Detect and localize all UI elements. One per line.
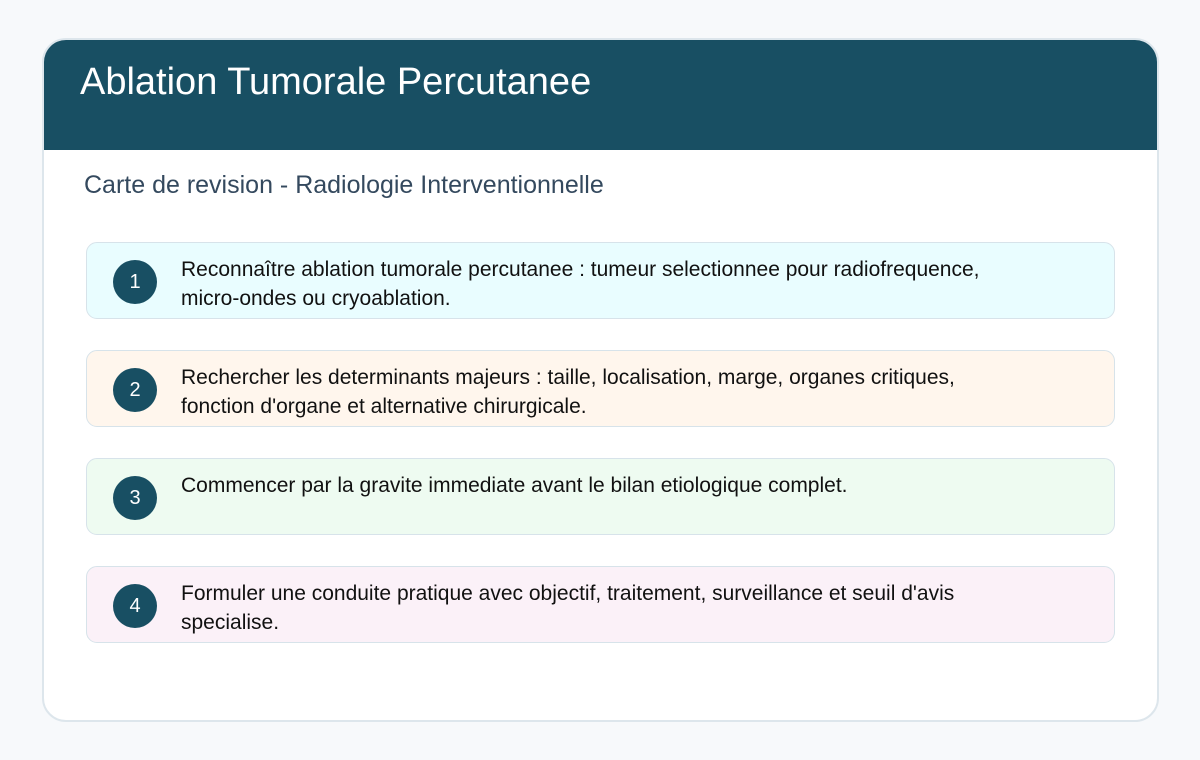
card-subtitle: Carte de revision - Radiologie Interventionnelle	[84, 171, 604, 199]
step-item-2	[86, 350, 1115, 427]
step-text: Rechercher les determinants majeurs : taille, localisation, marge, organes critiques, fonction d'organe et alternative chirurgicale.	[181, 366, 955, 418]
card-title: Ablation Tumorale Percutanee	[80, 61, 592, 103]
step-number-badge: 2	[113, 368, 157, 412]
step-text: Commencer par la gravite immediate avant le bilan etiologique complet.	[181, 474, 848, 497]
step-number-badge: 1	[113, 260, 157, 304]
step-text: Formuler une conduite pratique avec objectif, traitement, surveillance et seuil d'avis specialise.	[181, 582, 955, 634]
card-header	[44, 40, 1157, 150]
step-number-badge: 4	[113, 584, 157, 628]
step-item-4	[86, 566, 1115, 643]
step-item-3	[86, 458, 1115, 535]
step-item-1	[86, 242, 1115, 319]
step-text: Reconnaître ablation tumorale percutanee : tumeur selectionnee pour radiofrequence, micro-ondes ou cryoablation.	[181, 258, 980, 310]
step-number-badge: 3	[113, 476, 157, 520]
revision-card	[42, 38, 1159, 722]
